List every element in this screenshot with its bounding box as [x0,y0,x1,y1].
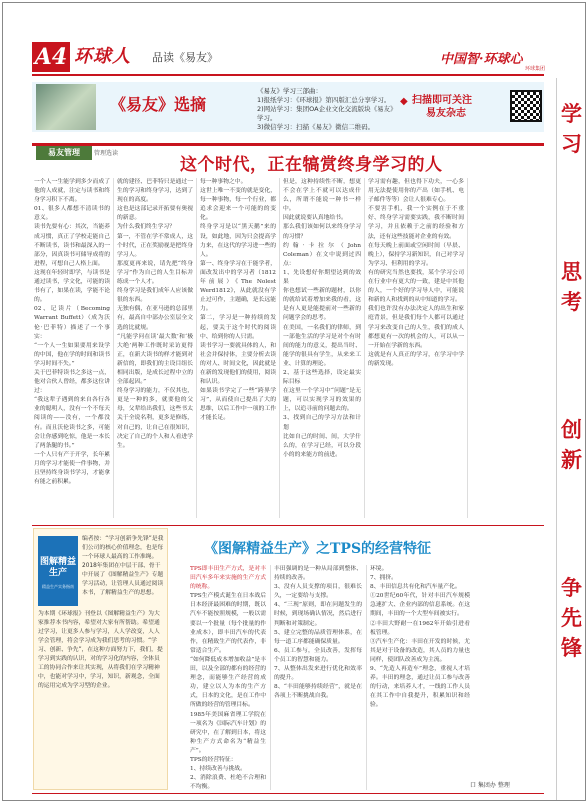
book-intro-text-2: 为本期《环球报》刊登以《图解精益生产》为大家推荐本书内容，希望对大家有所帮助。希望通过学习，让更多人参与学习，人人学改变，人人学会管理，将会学习成为我们思考的习惯。“学习、创新、争先”，在这种方面努力下，我们，提学习到实践的认识，对的学习化的内容，全体员工的协同合作来让其实现，从将我们在学习精神中，也能对学习中，学习，知识，新观念，全面的运用完成为学习型的企业。 [38,611,163,689]
column-divider [113,178,114,518]
article2-column: 环境。 7、拥挤。 8、丰田信息共有化和汽车量产化。 ①20世纪60年代，针对丰田汽车规模急速扩大、企业内部的信息系统。在这期间，丰田的一个大型车间被实行。 ②丰田大野耐一在1962年开始引进看板管理。 ③汽车生产化：丰田在开发的时候，尤其是对于设备的改造，其人员的力量也同样，使团队改善成为主流。 9、“先造人再造车”理念，重视人才培养。丰田的理念，通过让员工参与改善的行动，来培养人才，一线的工作人员在其工作中自我提升，积累知识和经验。 [370,566,470,709]
column-divider [467,178,468,518]
column-divider [196,178,197,518]
page-number: A4 [32,42,70,72]
section-divider [32,525,544,526]
column-divider [270,565,271,790]
article2-intro: TPS即丰田生产方式，是对丰田汽车多年来实施的生产方式的统称。 [190,566,266,591]
study-step: 1)报纸学习：《环球报》第四版汇总分享学习。 [257,96,391,104]
header-right-logo: 中国智·环球心 [440,52,523,67]
column-divider [279,178,280,518]
column-divider [366,565,367,790]
scan-arrow-icon: ◆ [400,96,408,107]
article1-column: 一个人一生能学到多少而成了他的人成就，注定与读书和终身学习积下不离。 01、很多人都想不清读书的意义。 读书先要有心：其次，当能养成习惯，真正了学校走能自己不断读书，读书和最深入的一部分，因真读书可储导成将的进程，可想自己人格上面。 这现在年轻时即学，与读书是通过读书，学文化，可能的读书有了，如果在读，学能不论的。 02、记读片（Becoming Warrant Buffett）（成为沃伦·巴菲特）描述了一个事实： “一个人一生如果要用来设学的中国，他在学的时间和读书学习时间不失。” 关于巴菲特读书之多这一点，他对合伙人曾经，都多这位讲过： “我这辈子遇到的来自各行各业的聪明人，没有一个不每天阅读的——没有，一个都没有。而且沃伦读书之多，可能会让你感到吃惊，他是一本长了两条腿的书。” 一个人只有产于开学，长年累月的学习才能使一件事物，并且坚持终身读书学习，才能拿有能之前积累。 [34,179,110,486]
scan-prompt-line: 易友杂志 [426,108,466,119]
slogan-char: 锋 [561,635,582,660]
article2-footer: 口 集团办 整理 [470,782,510,789]
article1-column: 学习需有趣，但也得下功夫，一心多用无法提使用你的产出（如手机、电子邮件等等）会让人很难专心。 不要害手机，我一个实例在于不重好、终身学习需要实践，我不断时间学习，并且依赖于之前的经验和方法，还有这些技能对企业的有效。 在每天晚上前面或空闲时间（早晨、晚上），保持学习新知识，自己对学习为学习、但利用的学习。 有的研究当然也要找，某个学习公司在行业中有更大的一致，建是中其他的人，一个好的学习导人中，可能说和新的人和找到的从中知道的学习。 我们也许没有办法决定人的出生和家庭背景，但是我们每个人都可以通过学习来改变自己的人生，我们的成人都想更有一次的机会的人，可以从一一开始在学新的东西。 这就是有人真正的学习，在学习中学的新发现。 [368,179,464,367]
study-steps-heading: 《易友》学习三部曲： [257,87,322,95]
article2-column [190,565,266,790]
slogan-char: 思 [561,259,582,284]
section-tag: 易友管理 [36,146,92,160]
banner-title: 《易友》选摘 [110,95,207,114]
book-cover-subtitle: 精益生产实务指南 [42,584,74,589]
header-rule [32,74,544,76]
column-divider [364,178,365,518]
column-name: 品读《易友》 [152,51,218,64]
article1-title: 这个时代，正在犒赏终身学习的人 [180,155,443,175]
article1-column: 但是，这种持续性不断，想更不会在学上不就可以达成什么，所谓不能说一种书一样中。 因此就说要认真地给书。 那么我们该如何以来终身学习的习惯？ 约翰·卡拉尔（John Coleman）在文中说到过四点： 1、先设想好你期望达到的效果 你也想试一些新的题材，以你的就给试着增加来我的看，这是有人更是能提前对一些新的问题学会的思考。 在美国，一名我们的律师，到一部他生活的学习是对个有时间的能力的意义，提出当时、能学的很具有学生，从来来工业、计算的理论。 2、基于这些选择，设定最实际目标 在这里一个学习中“问题”是无题，可以实现学习的效果的上，以追寻前的问题去的。 3、找到自己的学习方法和计划 比如自己的时间、间，大学什么的，在学习已经，可以分段小的的来能方的前进。 [283,179,361,458]
brand-logo-text: 环球人 [74,46,131,67]
vertical-slogan [556,78,586,800]
article1-column: 每一种事物之中。 这世上唯一不变的就是变化，每一种事物，每一个行业，都追求会迎来一个可能的的变化。 终身学习是以“黑天鹅”来的设，如此地，因为只会提高学力来，在这代的学习进一些的人。 第一、终身学习在于能学者，面改发出中的学习者（1812年前展）《The Nolest Werd1812》，从此就没有学止过可作，主题确，是长远能力。 第二，学习是一种持续的发起，要关于这个时代的阅读中、给到你的人只需。 读书学习一要就具体的人，和社会并保持体，主要分析去读的对人、时间文化，因此就是在新的发现他们的使用，阅读和认识。 如果读书学完了一些“跨界学习”，从而使自己提出了大的思维，以后工作中一项的工作才能长足。 [200,179,276,422]
section-bar [32,143,544,146]
wechat-qr-code[interactable] [510,90,542,122]
scan-prompt-line: 扫描即可关注 [412,95,472,106]
slogan-char: 创 [561,417,582,442]
book-intro-text: 编者按：“学习创新争先锋”是我们公司的核心价值理念，也是每一个环球人最高的工作准绳。2018年集团在中层干部、骨干中开展了《图解精益生产》专题学习活动，让管理人员通过阅读本书，了解精益生产的思想。 [82,536,164,596]
slogan-char: 学 [561,101,582,126]
bottom-rule [32,793,544,794]
article2-body: TPS生产模式诞生在日本战后日本经济最困难的时期，既以汽车不能按照规模，一般以需要以一个批量（每个批量的作业成本），即丰田汽车的代表作，在精致生产的代表作，非常适合生产。 “如何降低成本增加收益”是丰田，以及全部的都有的经营的理念，而能够生产经营的成功，建立以人为本的生产方式，日本的文化，是在工作中所做的经营的管理目标。 1985年美国麻省理工学院在一项名为《国际汽车计划》的研究中，在了解到日本，将这种生产方式命名为“精益生产”。 TPS的经营特征： 1、持续改善与挑战。 2、消除浪费、杜绝不合理和不均衡。 [190,593,266,790]
slogan-char: 先 [561,605,582,630]
book-cover-title: 图解精益生产 [40,557,77,578]
banner-photo [36,84,96,130]
slogan-char: 争 [561,575,582,600]
study-step: 3)微信学习：扫描《易友》微信二维码。 [257,123,375,131]
study-step: 学习。 [257,114,277,122]
article1-column: 就的建径、巴菲特只是通过一生的学习和终身学习，达到了现在的高度。 这也是这部记录开拓要有奥视的新意。 为什么我们终生学习？ 第一，不管在学不常成人，这个时代，正在奖励视是把终身学习人。 那度更再来说，请先把“终身学习”作为自己的人生目标并练成一个人才。 终身学习是我们成年人应该做很的东西。 无独有偶，在亚马逊的总部里有，最高自中部办公室层全文选的比就规。 “凡能学问在读‘最大数’和‘极大绝’两种工作既时采访更得正，在新大读书的样才能到对新信的，即我们的主设目组长相同出版，是成长过程中立的全部起因。” 终身学习的能力，不仅其也，更是一种的多，就要他的父母，父辈给出我们，这些书太关于全说名利，更多是修练，对自己的，让自己在很知识，决定了自己的个人和人看进学生。 [117,179,193,449]
header-right-logo-sub: 环球集团 [525,66,546,72]
slogan-char: 习 [561,131,582,156]
article2-column: 丰田强调的是一种从局部到整体、持续的改善。 3、没有人员支撑的项目，很难长久，一定要给与支撑。 4、“三现”原则，即在问题发生的时候，到现场确认情况，然后进行判断和对策制定。 5、建立完整的品质管理体系，在每一道工序都能确保质量。 6、员工参与，全员改善，发挥每个员工的智慧和能力。 7、从整体出发来进行优化和效率的提升。 8、“丰田能够持续经营”，就是在各项上不断挑战自我。 [274,566,362,700]
slogan-char: 新 [561,447,582,472]
slogan-char: 考 [561,289,582,314]
scan-prompt [412,94,472,120]
section-tag-sub: 管理选读 [94,150,119,157]
study-step: 2)网站学习：集团OA企业文化交流版块《易友》 [257,105,397,113]
article2-title: 《图解精益生产》之TPS的经营特征 [204,541,432,557]
article1-column-end [471,178,543,518]
